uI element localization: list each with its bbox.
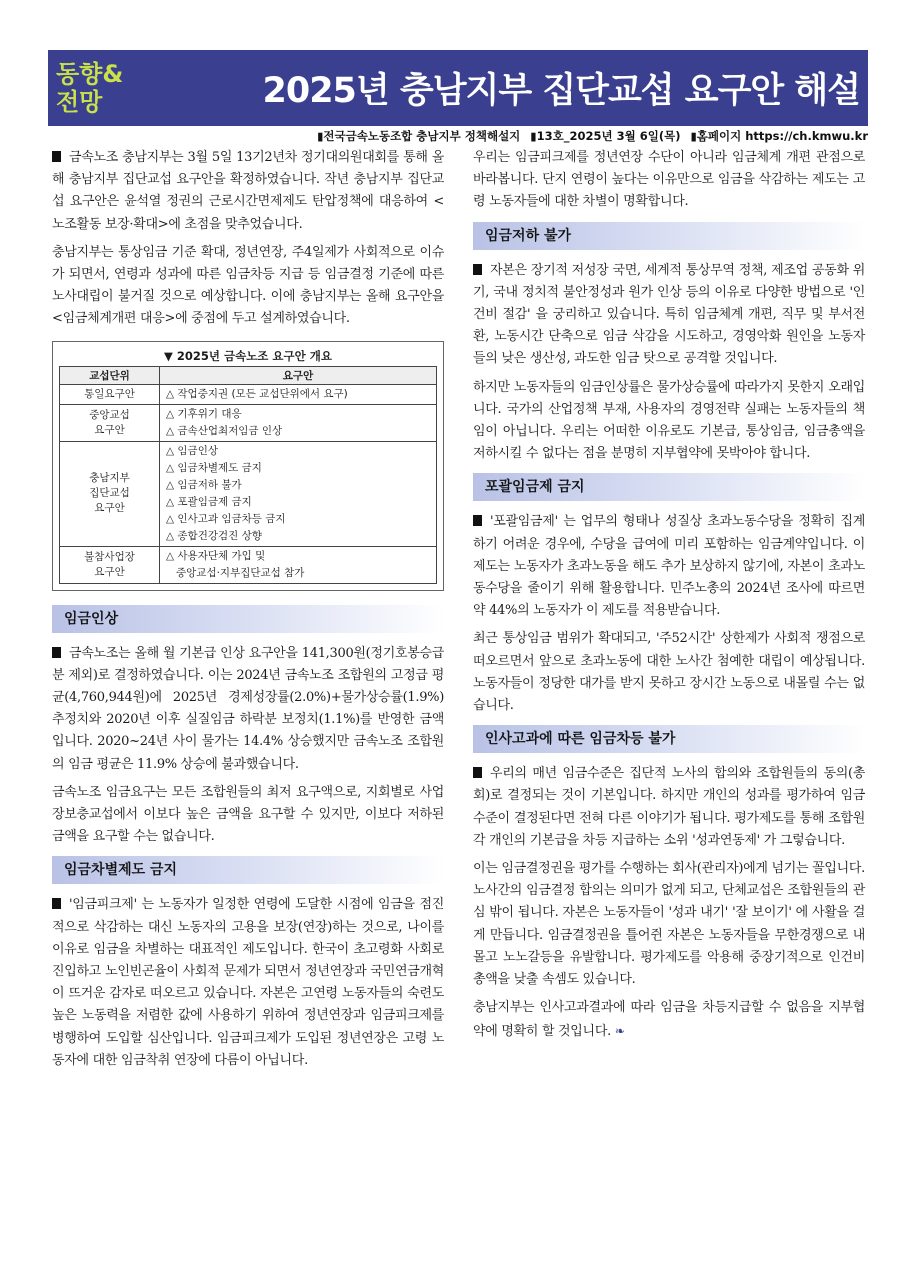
wage-discrimination-paragraph-1: '임금피크제' 는 노동자가 일정한 연령에 도달한 시점에 임금을 점진적으로 삭감하는 대신 노동자의 고용을 보장(연장)하는 것으로, 나이를 이유로 임금을 차별하는 대표적인 제도입니다. 한국이 초고령화 사회로 진입하고 노인빈곤율이 사회적 문제가 되면서 정년연장과 국민연금개혁이 뜨거운 감자로 떠오르고 있습니다. 자본은 고연령 노동자들의 숙련도 높은 노동력을 저렴한 값에 사용하기 위하여 정년연장과 임금피크제를 병행하여 도입할 심산입니다. 임금피크제가 도입된 정년연장은 고령 노동자에 대한 임금착취 연장에 다름이 아닙니다.	[52, 897, 444, 1068]
summary-unit-line: 요구안	[94, 502, 125, 515]
left-column	[52, 147, 444, 1078]
summary-row	[60, 384, 437, 404]
square-bullet-icon	[473, 264, 482, 275]
summary-table	[59, 366, 437, 584]
summary-item: △ 임금차별제도 금지	[166, 461, 262, 474]
performance-pay-paragraph-3: 충남지부는 인사고과결과에 따라 임금을 차등지급할 수 없음을 지부협약에 명확히 할 것입니다. ❧	[473, 997, 865, 1042]
square-bullet-icon	[52, 151, 61, 162]
summary-unit-cell	[60, 384, 160, 404]
issue-date: ▮13호_2025년 3월 6일(목)	[530, 129, 681, 143]
summary-items-cell	[160, 441, 437, 546]
wage-increase-paragraph-1: 금속노조는 올해 월 기본급 인상 요구안을 141,300원(정기호봉승급분 제외)로 결정하였습니다. 이는 2024년 금속노조 조합원의 고정급 평균(4,760,944원)에 2025년 경제성장률(2.0%)+물가상승률(1.9%) 추정치와 2020년 이후 실질임금 하락분 보정치(1.1%)를 반영한 금액입니다. 2020~24년 사이 물가는 14.4% 상승했지만 금속노조 조합원의 임금 평균은 11.9% 상승에 불과했습니다.	[52, 645, 444, 772]
square-bullet-icon	[52, 898, 61, 909]
square-bullet-icon	[473, 767, 482, 778]
summary-items-cell	[160, 546, 437, 583]
intro-paragraph-1: 금속노조 충남지부는 3월 5일 13기2년차 정기대의원대회를 통해 올해 충남지부 집단교섭 요구안을 확정하였습니다. 작년 충남지부 집단교섭 요구안은 윤석열 정권의 근로시간면제제도 탄압정책에 대응하여 <노조활동 보장·확대>에 초점을 맞추었습니다.	[52, 150, 444, 232]
summary-title: ▼ 2025년 금속노조 요구안 개요	[164, 348, 332, 363]
section-heading-wage-discrimination: 임금차별제도 금지	[52, 856, 444, 884]
summary-item: △ 임금인상	[166, 444, 218, 457]
no-wage-cut-paragraph-2: 하지만 노동자들의 임금인상률은 물가상승률에 따라가지 못한지 오래입니다. 국가의 산업정책 부재, 사용자의 경영전략 실패는 노동자들의 책임이 아닙니다. 우리는 어떠한 이유로도 기본급, 통상임금, 임금총액을 저하시킬 수 없다는 점을 분명히 지부협약에 못박아야 합니다.	[473, 379, 865, 462]
summary-unit-line: 요구안	[94, 565, 125, 578]
summary-unit-cell	[60, 404, 160, 441]
summary-item: △ 임금저하 불가	[166, 478, 242, 491]
summary-row	[60, 441, 437, 546]
summary-item: △ 사용자단체 가입 및	[166, 549, 266, 562]
publication-info	[48, 128, 868, 144]
summary-item: △ 금속산업최저임금 인상	[166, 424, 283, 437]
comprehensive-wage-paragraph-1: '포괄임금제' 는 업무의 형태나 성질상 초과노동수당을 정확히 집계하기 어려운 경우에, 수당을 급여에 미리 포함하는 임금계약입니다. 이 제도는 노동자가 초과노동을 해도 추가 보상하지 않기에, 자본이 초과노동수당을 줄이기 위해 활용합니다. 민주노총의 2024년 조사에 따르면 약 44%의 노동자가 이 제도를 적용받습니다.	[473, 514, 865, 619]
summary-unit-line: 통일요구안	[84, 387, 135, 400]
title-banner	[48, 50, 868, 126]
summary-table-body	[60, 384, 437, 583]
section-heading-performance-pay: 인사고과에 따른 임금차등 불가	[473, 725, 865, 753]
summary-items-cell	[160, 404, 437, 441]
performance-pay-paragraph-1: 우리의 매년 임금수준은 집단적 노사의 합의와 조합원들의 동의(총회)로 결정되는 것이 기본입니다. 하지만 개인의 성과를 평가하여 임금수준이 결정된다면 전혀 다른 이야기가 됩니다. 평가제도를 통해 조합원 각 개인의 기본급을 차등 지급하는 소위 '성과연동제' 가 그렇습니다.	[473, 766, 865, 848]
summary-unit-line: 집단교섭	[89, 487, 130, 500]
summary-row	[60, 546, 437, 583]
section-heading-wage-increase: 임금인상	[52, 605, 444, 633]
summary-item: △ 기후위기 대응	[166, 407, 242, 420]
end-mark-icon: ❧	[614, 1023, 625, 1038]
summary-items-cell	[160, 384, 437, 404]
banner-tag-line1: 동향&	[56, 60, 124, 88]
square-bullet-icon	[473, 515, 482, 526]
banner-tag-line2: 전망	[56, 88, 103, 116]
square-bullet-icon	[52, 647, 61, 658]
header-demand: 요구안	[160, 366, 437, 384]
summary-unit-cell	[60, 441, 160, 546]
right-column	[473, 147, 865, 1049]
summary-unit-line: 요구안	[94, 423, 125, 436]
summary-unit-line: 불참사업장	[84, 550, 135, 563]
header-unit: 교섭단위	[60, 366, 160, 384]
intro-paragraph-2: 충남지부는 통상임금 기준 확대, 정년연장, 주4일제가 사회적으로 이슈가 되면서, 연령과 성과에 따른 임금차등 지급 등 임금결정 기준에 따른 노사대립이 불거질 것으로 예상합니다. 이에 충남지부는 올해 요구안을 <임금체계개편 대응>에 중점에 두고 설계하였습니다.	[52, 244, 444, 327]
summary-row	[60, 404, 437, 441]
performance-pay-paragraph-2: 이는 임금결정권을 평가를 수행하는 회사(관리자)에게 넘기는 꼴입니다. 노사간의 임금결정 합의는 의미가 없게 되고, 단체교섭은 조합원들의 관심 밖이 됩니다. 자본은 노동자들이 '성과 내기' '잘 보이기' 에 사활을 걸게 만듭니다. 임금결정권을 틀어쥔 자본은 노동자들을 무한경쟁으로 내몰고 노노갈등을 유발합니다. 평가제도를 악용해 중장기적으로 인건비 총액을 낮출 속셈도 있습니다.	[473, 861, 865, 988]
summary-unit-line: 중앙교섭	[89, 408, 130, 421]
summary-item: △ 인사고과 임금차등 금지	[166, 512, 286, 525]
publisher: ▮전국금속노동조합 충남지부 정책해설지	[317, 129, 521, 143]
summary-item: 중앙교섭·지부집단교섭 참가	[166, 566, 305, 579]
summary-item: △ 포괄임금제 금지	[166, 495, 252, 508]
summary-unit-line: 충남지부	[89, 472, 130, 485]
page-title: 2025년 충남지부 집단교섭 요구안 해설	[262, 71, 860, 111]
section-heading-comprehensive-wage: 포괄임금제 금지	[473, 473, 865, 501]
wage-discrimination-paragraph-2: 우리는 임금피크제를 정년연장 수단이 아니라 임금체계 개편 관점으로 바라봅니다. 단지 연령이 높다는 이유만으로 임금을 삭감하는 제도는 고령 노동자들에 대한 차별이 명확합니다.	[473, 150, 865, 210]
comprehensive-wage-paragraph-2: 최근 통상임금 범위가 확대되고, '주52시간' 상한제가 사회적 쟁점으로 떠오르면서 앞으로 초과노동에 대한 노사간 첨예한 대립이 예상됩니다. 노동자들이 정당한 대가를 받지 못하고 장시간 노동으로 내몰릴 수는 없습니다.	[473, 631, 865, 714]
no-wage-cut-paragraph-1: 자본은 장기적 저성장 국면, 세계적 통상무역 정책, 제조업 공동화 위기, 국내 정치적 불안정성과 원가 인상 등의 이유로 다양한 방법으로 '인건비 절감' 을 궁리하고 있습니다. 특히 임금체계 개편, 직무 및 부서전환, 노동시간 단축으로 임금 삭감을 시도하고, 경영악화 원인을 노동자들의 낮은 생산성, 과도한 임금 탓으로 공격할 것입니다.	[473, 262, 865, 367]
wage-increase-paragraph-2: 금속노조 임금요구는 모든 조합원들의 최저 요구액으로, 지회별로 사업장보충교섭에서 이보다 높은 금액을 요구할 수 있지만, 이보다 저하된 금액을 요구할 수는 없습니다.	[52, 784, 444, 845]
summary-item: △ 작업중지권 (모든 교섭단위에서 요구)	[166, 387, 348, 400]
homepage-link[interactable]: ▮홈페이지 https://ch.kmwu.kr	[690, 129, 868, 143]
summary-unit-cell	[60, 546, 160, 583]
banner-tag	[48, 60, 130, 116]
summary-box	[52, 341, 444, 591]
section-heading-no-wage-cut: 임금저하 불가	[473, 222, 865, 250]
summary-item: △ 종합건강검진 상향	[166, 529, 262, 542]
